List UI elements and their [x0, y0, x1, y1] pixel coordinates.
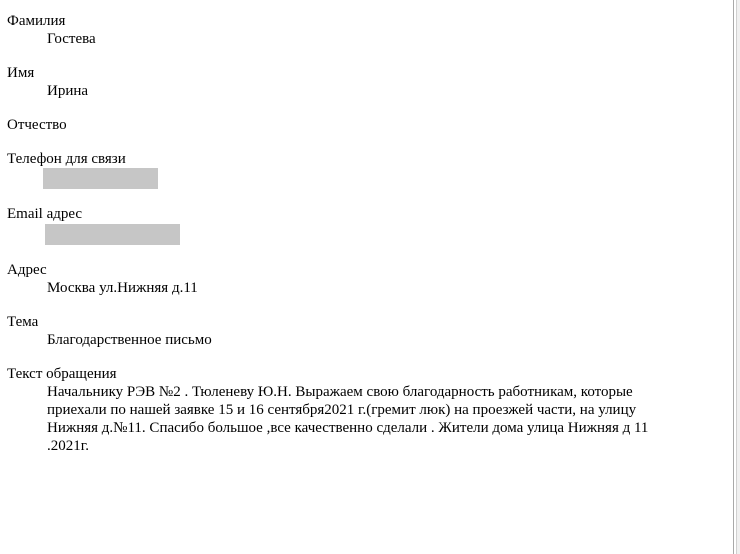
subject-label: Тема — [7, 314, 39, 330]
surname-value: Гостева — [47, 31, 96, 47]
phone-redaction-box — [43, 168, 158, 189]
spacer — [7, 245, 733, 261]
subject-value: Благодарственное письмо — [47, 332, 212, 348]
phone-value — [47, 168, 733, 189]
name-value: Ирина — [47, 83, 89, 99]
window-edge — [736, 0, 740, 554]
spacer — [7, 189, 733, 205]
email-redaction-box — [45, 224, 180, 245]
spacer — [7, 48, 733, 64]
spacer — [7, 134, 733, 150]
address-value: Москва ул.Нижняя д.11 — [47, 280, 198, 296]
phone-label: Телефон для связи — [7, 151, 126, 167]
message-label: Текст обращения — [7, 366, 117, 382]
address-label: Адрес — [7, 262, 47, 278]
spacer — [7, 297, 733, 313]
name-label: Имя — [7, 65, 35, 81]
email-value — [47, 224, 733, 245]
surname-label: Фамилия — [7, 13, 66, 29]
message-text: Начальнику РЭВ №2 . Тюленеву Ю.Н. Выражаем свою благодарность работникам, которые приехали по нашей заявке 15 и 16 сентября2021 г.(гремит люк) на проезжей части, на улицу Нижняя д.№11. Спасибо большое ,все качественно сделали . Жители дома улица Нижняя д 11 .2021г. — [47, 384, 649, 454]
patronymic-label: Отчество — [7, 117, 67, 133]
spacer — [7, 349, 733, 365]
email-label: Email адрес — [7, 206, 83, 222]
spacer — [7, 100, 733, 116]
